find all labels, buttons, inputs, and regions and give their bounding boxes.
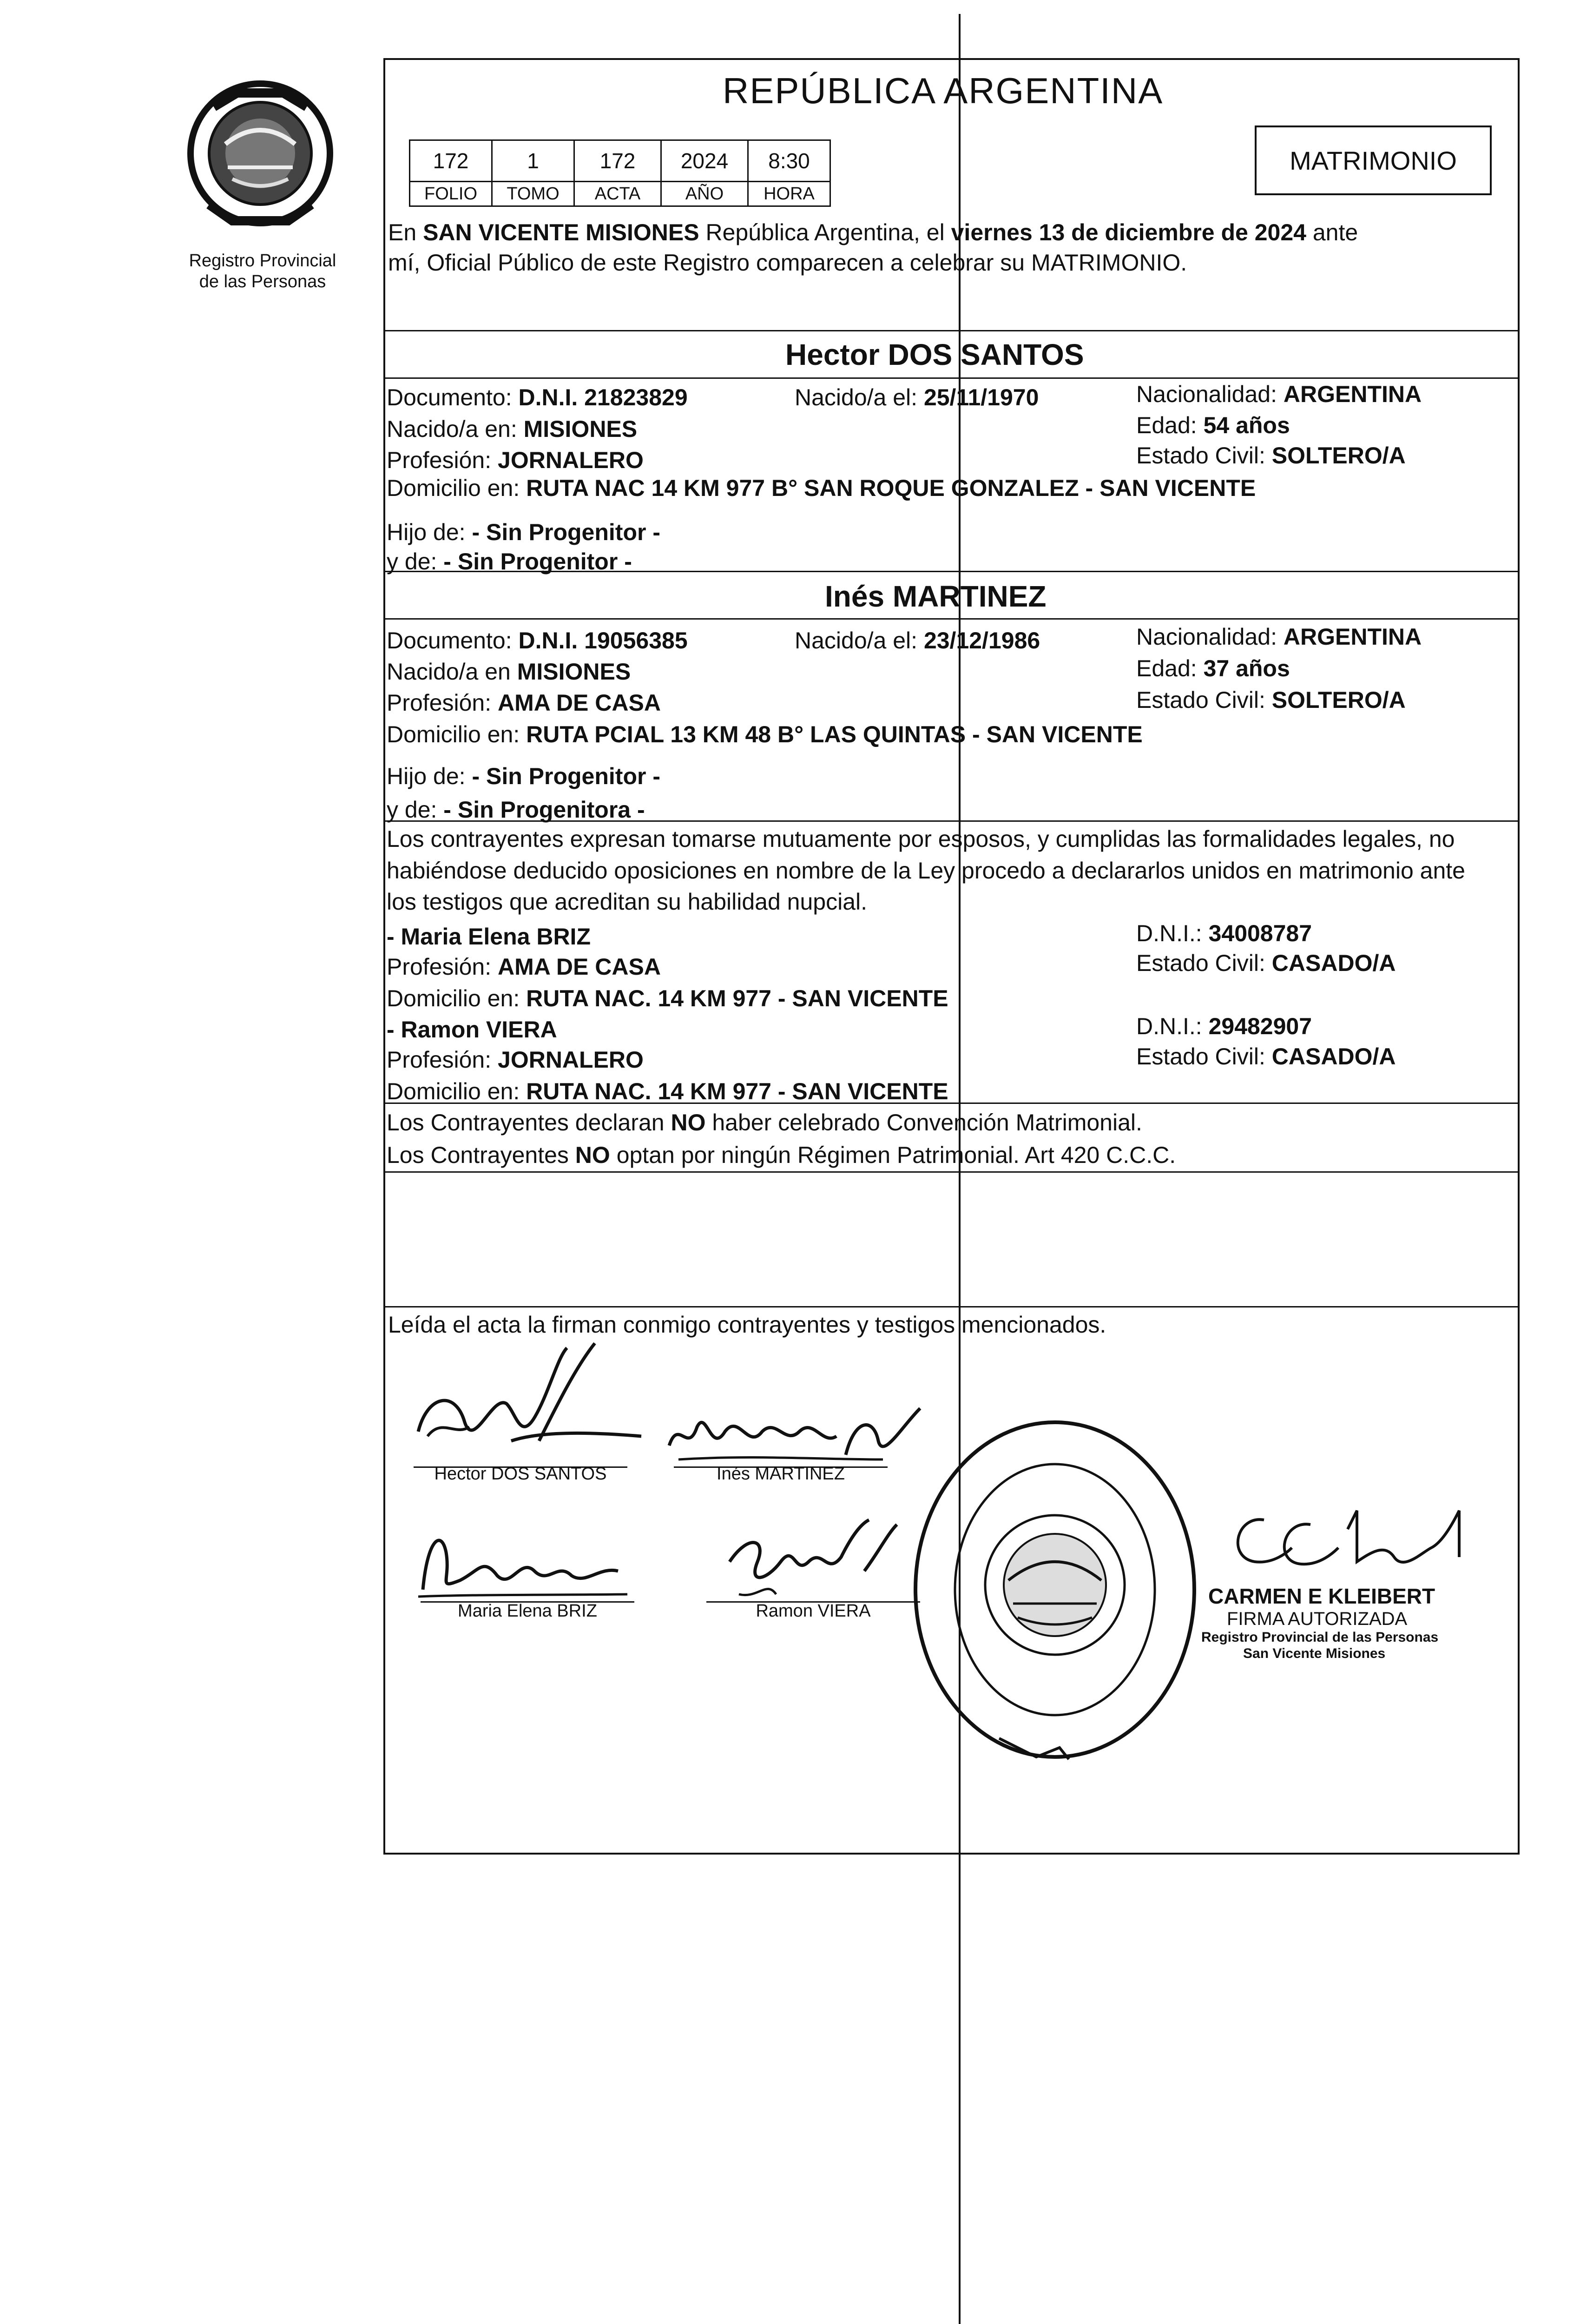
signature-hector bbox=[400, 1339, 660, 1478]
record-label: FOLIO bbox=[409, 181, 493, 207]
provincia-misiones-seal-icon bbox=[181, 74, 339, 232]
testigo2-profesion: Profesión: JORNALERO bbox=[387, 1047, 644, 1073]
c2-hijo-de: Hijo de: - Sin Progenitor - bbox=[387, 763, 660, 789]
record-label: ACTA bbox=[573, 181, 662, 207]
record-label: HORA bbox=[747, 181, 831, 207]
divider bbox=[383, 377, 1520, 379]
contrayente2-name: Inés MARTINEZ bbox=[825, 580, 1047, 613]
c1-estado-civil: Estado Civil: SOLTERO/A bbox=[1136, 442, 1406, 469]
testigo2-dni: D.N.I.: 29482907 bbox=[1136, 1013, 1312, 1039]
testigo1-estado-civil: Estado Civil: CASADO/A bbox=[1136, 950, 1396, 976]
c2-y-de: y de: - Sin Progenitora - bbox=[387, 797, 645, 823]
page-title: REPÚBLICA ARGENTINA bbox=[723, 70, 1164, 111]
c2-domicilio: Domicilio en: RUTA PCIAL 13 KM 48 B° LAS QUINTAS - SAN VICENTE bbox=[387, 721, 1143, 747]
logo-caption-line1: Registro Provincial bbox=[189, 251, 336, 271]
c1-documento: Documento: D.N.I. 21823829 bbox=[387, 384, 688, 410]
c1-profesion: Profesión: JORNALERO bbox=[387, 447, 644, 473]
intro-line1: En SAN VICENTE MISIONES República Argentina, el viernes 13 de diciembre de 2024 ante bbox=[388, 219, 1358, 245]
intro-line2: mí, Oficial Público de este Registro comparecen a celebrar su MATRIMONIO. bbox=[388, 250, 1187, 276]
frame-left bbox=[383, 58, 385, 1855]
divider bbox=[383, 1171, 1520, 1173]
contrayente1-name: Hector DOS SANTOS bbox=[785, 338, 1084, 371]
signature-oficial bbox=[1218, 1501, 1478, 1580]
record-hora: 8:30 bbox=[747, 139, 831, 182]
declaracion-line3: los testigos que acreditan su habilidad nupcial. bbox=[387, 889, 868, 915]
testigo2-estado-civil: Estado Civil: CASADO/A bbox=[1136, 1043, 1396, 1070]
firma-contrayente2: Inés MARTINEZ bbox=[717, 1464, 845, 1484]
record-label: TOMO bbox=[491, 181, 575, 207]
oficial-org: Registro Provincial de las Personas bbox=[1201, 1630, 1439, 1645]
firma-contrayente1: Hector DOS SANTOS bbox=[434, 1464, 607, 1484]
c2-nacido-en: Nacido/a en MISIONES bbox=[387, 659, 631, 685]
c1-hijo-de: Hijo de: - Sin Progenitor - bbox=[387, 519, 660, 545]
frame-bottom bbox=[383, 1853, 1520, 1855]
divider bbox=[383, 1306, 1520, 1307]
record-folio: 172 bbox=[409, 139, 493, 182]
record-acta: 172 bbox=[573, 139, 662, 182]
testigo1-name: - Maria Elena BRIZ bbox=[387, 924, 591, 950]
c1-nacido-en: Nacido/a en: MISIONES bbox=[387, 416, 638, 442]
record-tomo: 1 bbox=[491, 139, 575, 182]
c2-documento: Documento: D.N.I. 19056385 bbox=[387, 627, 688, 654]
convencion-line1: Los Contrayentes declaran NO haber celebrado Convención Matrimonial. bbox=[387, 1109, 1142, 1136]
doc-type-box: MATRIMONIO bbox=[1255, 125, 1492, 195]
c1-domicilio: Domicilio en: RUTA NAC 14 KM 977 B° SAN ROQUE GONZALEZ - SAN VICENTE bbox=[387, 475, 1256, 501]
declaracion-line1: Los contrayentes expresan tomarse mutuamente por esposos, y cumplidas las formalidades legales, no bbox=[387, 826, 1455, 852]
c1-edad: Edad: 54 años bbox=[1136, 412, 1290, 438]
cierre-text: Leída el acta la firman conmigo contrayentes y testigos mencionados. bbox=[388, 1312, 1106, 1338]
testigo1-dni: D.N.I.: 34008787 bbox=[1136, 920, 1312, 946]
testigo2-name: - Ramon VIERA bbox=[387, 1017, 557, 1043]
c2-profesion: Profesión: AMA DE CASA bbox=[387, 690, 661, 716]
c1-nacido-el: Nacido/a el: 25/11/1970 bbox=[795, 384, 1039, 410]
record-label: AÑO bbox=[660, 181, 749, 207]
firma-testigo1: Maria Elena BRIZ bbox=[458, 1601, 597, 1621]
c2-edad: Edad: 37 años bbox=[1136, 655, 1290, 681]
record-anio: 2024 bbox=[660, 139, 749, 182]
firma-testigo2: Ramon VIERA bbox=[756, 1601, 871, 1621]
frame-top bbox=[383, 58, 1520, 60]
frame-right bbox=[1518, 58, 1520, 1855]
signature-maria bbox=[409, 1511, 651, 1613]
logo-caption-line2: de las Personas bbox=[199, 272, 326, 291]
c1-nacionalidad: Nacionalidad: ARGENTINA bbox=[1136, 381, 1422, 407]
registro-delegacion-stamp-icon bbox=[906, 1413, 1204, 1766]
c2-nacionalidad: Nacionalidad: ARGENTINA bbox=[1136, 624, 1422, 650]
c2-estado-civil: Estado Civil: SOLTERO/A bbox=[1136, 687, 1406, 713]
testigo1-domicilio: Domicilio en: RUTA NAC. 14 KM 977 - SAN VICENTE bbox=[387, 985, 948, 1011]
convencion-line2: Los Contrayentes NO optan por ningún Régimen Patrimonial. Art 420 C.C.C. bbox=[387, 1142, 1176, 1168]
divider bbox=[383, 618, 1520, 620]
oficial-place: San Vicente Misiones bbox=[1243, 1646, 1386, 1661]
oficial-name: CARMEN E KLEIBERT bbox=[1208, 1584, 1435, 1608]
c1-y-de: y de: - Sin Progenitor - bbox=[387, 548, 632, 574]
declaracion-line2: habiéndose deducido oposiciones en nombre de la Ley procedo a declararlos unidos en matrimonio ante bbox=[387, 858, 1465, 884]
testigo2-domicilio: Domicilio en: RUTA NAC. 14 KM 977 - SAN VICENTE bbox=[387, 1078, 948, 1104]
oficial-title: FIRMA AUTORIZADA bbox=[1227, 1609, 1408, 1629]
testigo1-profesion: Profesión: AMA DE CASA bbox=[387, 954, 661, 980]
c2-nacido-el: Nacido/a el: 23/12/1986 bbox=[795, 627, 1040, 654]
divider bbox=[383, 330, 1520, 331]
